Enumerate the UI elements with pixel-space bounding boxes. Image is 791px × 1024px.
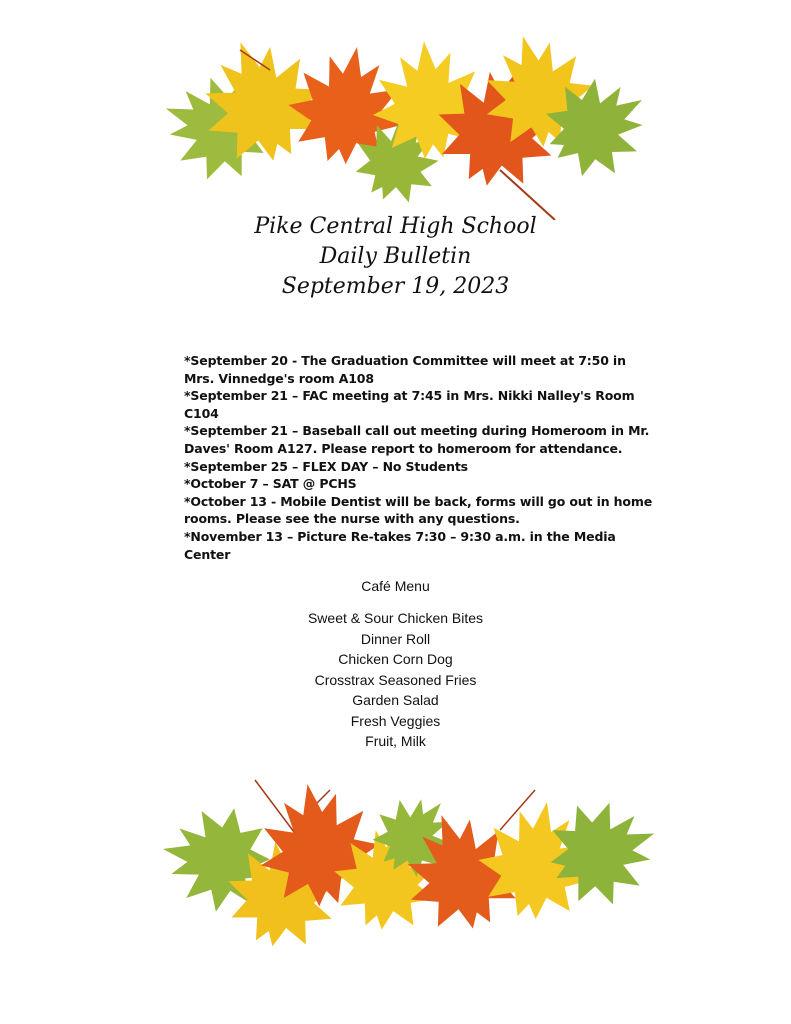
cafe-menu	[0, 576, 791, 752]
announcement-item: *September 21 – Baseball call out meeting during Homeroom in Mr. Daves' Room A127. Please report to homeroom for attendance.	[184, 423, 650, 456]
menu-item: Fresh Veggies	[350, 712, 441, 729]
bulletin-date: September 19, 2023	[281, 274, 510, 299]
announcement-item: *September 21 – FAC meeting at 7:45 in Mrs. Nikki Nalley's Room C104	[184, 388, 635, 421]
menu-item: Fruit, Milk	[365, 733, 426, 749]
menu-item: Garden Salad	[352, 692, 439, 708]
bottom-autumn-leaves-decoration	[0, 770, 791, 970]
top-autumn-leaves-decoration	[0, 20, 791, 220]
school-name: Pike Central High School	[254, 214, 537, 239]
menu-item: Chicken Corn Dog	[338, 651, 453, 667]
bulletin-title: Daily Bulletin	[319, 244, 472, 269]
announcement-item: *October 13 - Mobile Dentist will be back, forms will go out in home rooms. Please see the nurse with any questions.	[184, 493, 653, 527]
announcement-item: *September 20 - The Graduation Committee will meet at 7:50 in Mrs. Vinnedge's room A108	[184, 353, 626, 386]
menu-item: Crosstrax Seasoned Fries	[314, 671, 477, 688]
menu-item: Sweet & Sour Chicken Bites	[307, 610, 484, 626]
announcement-item: *November 13 – Picture Re-takes 7:30 – 9:30 a.m. in the Media Center	[184, 528, 616, 562]
announcement-item: *September 25 – FLEX DAY – No Students	[184, 458, 468, 474]
bottom-leaves-image	[0, 770, 791, 970]
bulletin-header	[0, 212, 791, 302]
menu-item: Dinner Roll	[360, 630, 431, 647]
announcements-list	[184, 352, 654, 563]
announcement-item: *October 7 – SAT @ PCHS	[184, 476, 357, 492]
top-leaves-image	[0, 20, 791, 220]
cafe-menu-title: Café Menu	[361, 578, 430, 594]
